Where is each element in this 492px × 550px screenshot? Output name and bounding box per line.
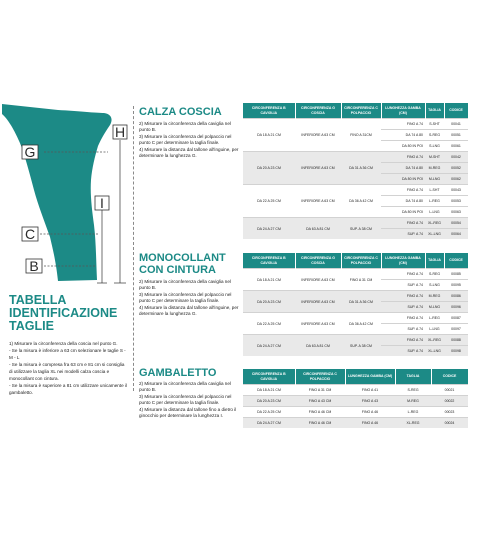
code-cell: 00054	[444, 218, 468, 229]
column-header: CODICE	[444, 103, 468, 119]
size-cell: M-LNG	[425, 174, 444, 185]
leg-length-cell: DA 74 A 80	[381, 196, 425, 207]
leg-length-cell: FINO A 74	[381, 152, 425, 163]
table-row	[243, 152, 468, 163]
ankle-circumference-cell: DA 20 A 23 CM	[243, 152, 295, 185]
instruction-line: 3) Misurare la circonferenza del polpaccio nel punto C per determinare la taglia finale.	[139, 133, 232, 146]
thigh-circumference-cell: INFERIORE A 63 CM	[295, 119, 341, 152]
calf-circumference-cell: DA 36 A 42 CM	[341, 313, 381, 335]
ankle-circumference-cell: DA 22 A 25 CM	[243, 407, 295, 418]
title-line: TABELLA	[9, 293, 67, 307]
point-c-label: C	[24, 226, 36, 242]
calf-circumference-cell: FINO A 46 CM	[295, 418, 345, 429]
column-header: CIRCONFERENZA G COSCIA	[295, 103, 341, 119]
column-header: TAGLIA	[425, 253, 444, 269]
column-header: CIRCONFERENZA B CAVIGLIA	[243, 253, 295, 269]
size-cell: S-REG	[395, 385, 431, 396]
code-cell: 00024	[431, 418, 468, 429]
calf-circumference-cell: DA 31 A 36 CM	[341, 152, 381, 185]
code-cell: 00096	[444, 302, 468, 313]
column-header: LUNGHEZZA GAMBA (CM)	[381, 253, 425, 269]
instruction-paragraph: - Se la misura è superiore a 81 cm utilizzare unicamente il gambaletto.	[9, 383, 127, 395]
table-row	[243, 407, 468, 418]
leg-length-cell: SUP. A 74	[381, 280, 425, 291]
column-header: CIRCONFERENZA B CAVIGLIA	[243, 369, 295, 385]
section-divider	[133, 106, 134, 391]
leg-length-cell: DA 80 IN POI	[381, 207, 425, 218]
point-i-label: I	[100, 195, 104, 211]
code-cell: 00043	[444, 185, 468, 196]
table-row	[243, 313, 468, 324]
code-cell: 00087	[444, 313, 468, 324]
code-cell: 00097	[444, 324, 468, 335]
thigh-circumference-cell: INFERIORE A 63 CM	[295, 185, 341, 218]
leg-length-cell: DA 74 A 80	[381, 163, 425, 174]
ankle-circumference-cell: DA 24 A 27 CM	[243, 335, 295, 357]
calf-circumference-cell: FINO A 46 CM	[295, 407, 345, 418]
code-cell: 00041	[444, 119, 468, 130]
size-cell: L-SHT	[425, 185, 444, 196]
section-instructions-gambaletto	[139, 381, 242, 419]
size-cell: XL-LNG	[425, 229, 444, 240]
size-cell: L-REG	[395, 407, 431, 418]
code-cell: 00061	[444, 141, 468, 152]
leg-length-cell: DA 80 IN POI	[381, 141, 425, 152]
calf-circumference-cell: FINO A 31 CM	[295, 385, 345, 396]
leg-length-cell: DA 74 A 80	[381, 130, 425, 141]
leg-length-cell: FINO A 43	[345, 396, 395, 407]
table-row	[243, 185, 468, 196]
table-row	[243, 396, 468, 407]
code-cell: 00063	[444, 207, 468, 218]
size-cell: S-REG	[425, 130, 444, 141]
size-table-title	[9, 294, 124, 333]
section-title-gambaletto: GAMBALETTO	[139, 367, 217, 379]
calf-circumference-cell: FINO A 43 CM	[295, 396, 345, 407]
point-b-label: B	[29, 258, 39, 274]
leg-length-cell: DA 80 IN POI	[381, 174, 425, 185]
size-cell: XL-LNG	[425, 346, 444, 357]
table-row	[243, 119, 468, 130]
title-line: IDENTIFICAZIONE	[9, 306, 118, 320]
code-cell: 00086	[444, 291, 468, 302]
code-cell: 00023	[431, 407, 468, 418]
size-cell: M-SHT	[425, 152, 444, 163]
ankle-circumference-cell: DA 22 A 25 CM	[243, 185, 295, 218]
column-header: CIRCONFERENZA C POLPACCIO	[295, 369, 345, 385]
leg-length-cell: FINO A 41	[345, 385, 395, 396]
leg-length-cell: SUP. A 74	[381, 302, 425, 313]
instruction-line: 2) Misurare la circonferenza della caviglia nel punto B.	[139, 121, 231, 133]
size-cell: L-LNG	[425, 207, 444, 218]
calf-circumference-cell: SUP. A 38 CM	[341, 335, 381, 357]
section-title-calza-coscia: CALZA COSCIA	[139, 106, 222, 118]
column-header: TAGLIA	[425, 103, 444, 119]
code-cell: 00088	[444, 335, 468, 346]
size-cell: S-LNG	[425, 141, 444, 152]
point-h-label: H	[114, 124, 126, 140]
size-cell: M-REG	[425, 291, 444, 302]
instruction-paragraph: - Se la misura è inferiore a 63 cm selezionare le taglie S - M - L	[9, 348, 126, 360]
leg-length-cell: FINO A 74	[381, 119, 425, 130]
leg-length-cell: FINO A 74	[381, 291, 425, 302]
size-cell: M-REG	[425, 163, 444, 174]
thigh-circumference-cell: INFERIORE A 63 CM	[295, 313, 341, 335]
column-header: CODICE	[444, 253, 468, 269]
size-table-monocollant	[243, 253, 469, 356]
leg-length-cell: FINO A 74	[381, 335, 425, 346]
size-cell: L-LNG	[425, 324, 444, 335]
table-row	[243, 418, 468, 429]
leg-length-cell: FINO A 74	[381, 218, 425, 229]
code-cell: 00098	[444, 346, 468, 357]
calf-circumference-cell: DA 31 A 36 CM	[341, 291, 381, 313]
instruction-line: 3) Misurare la circonferenza del polpaccio nel punto C per determinare la taglia finale.	[139, 393, 232, 406]
code-cell: 00042	[444, 152, 468, 163]
instruction-line: 4) Misurare la distanza dal tallone all'inguine, per determinare la lunghezza G.	[139, 304, 239, 317]
size-cell: XL-REG	[425, 335, 444, 346]
column-header: CODICE	[431, 369, 468, 385]
thigh-circumference-cell: INFERIORE A 63 CM	[295, 269, 341, 291]
code-cell: 00053	[444, 196, 468, 207]
instruction-paragraph: 1) Misurare la circonferenza della coscia nel punto G.	[9, 341, 118, 346]
table-header-row	[243, 369, 468, 385]
ankle-circumference-cell: DA 24 A 27 CM	[243, 218, 295, 240]
column-header: LUNGHEZZA GAMBA (CM)	[381, 103, 425, 119]
ankle-circumference-cell: DA 18 A 21 CM	[243, 119, 295, 152]
leg-length-cell: FINO A 74	[381, 269, 425, 280]
leg-silhouette	[2, 104, 112, 281]
point-g-label: G	[24, 144, 36, 160]
code-cell: 00051	[444, 130, 468, 141]
instruction-line: 2) Misurare la circonferenza della caviglia nel punto B.	[139, 279, 231, 291]
size-cell: L-REG	[425, 313, 444, 324]
leg-length-cell: SUP. A 74	[381, 229, 425, 240]
column-header: LUNGHEZZA GAMBA (CM)	[345, 369, 395, 385]
leg-length-cell: FINO A 74	[381, 313, 425, 324]
leg-length-cell: SUP. A 74	[381, 324, 425, 335]
code-cell: 00021	[431, 385, 468, 396]
code-cell: 00052	[444, 163, 468, 174]
leg-length-cell: SUP. A 74	[381, 346, 425, 357]
size-cell: S-LNG	[425, 280, 444, 291]
title-line: TAGLIE	[9, 319, 54, 333]
calf-circumference-cell: FINO A 31CM	[341, 119, 381, 152]
table-row	[243, 335, 468, 346]
instruction-line: 4) Misurare la distanza dal tallone all'inguine, per determinare la lunghezza G.	[139, 146, 239, 159]
code-cell: 00095	[444, 280, 468, 291]
code-cell: 00064	[444, 229, 468, 240]
section-instructions-monocollant	[139, 279, 242, 317]
size-cell: S-SHT	[425, 119, 444, 130]
size-table-calza-coscia	[243, 103, 469, 239]
section-instructions-calza-coscia	[139, 121, 242, 159]
size-cell: M-REG	[395, 396, 431, 407]
calf-circumference-cell: FINO A 31 CM	[341, 269, 381, 291]
code-cell: 00085	[444, 269, 468, 280]
ankle-circumference-cell: DA 22 A 25 CM	[243, 313, 295, 335]
column-header: CIRCONFERENZA B CAVIGLIA	[243, 103, 295, 119]
instruction-line: 4) Misurare la distanza dal tallone fino a dietro il ginocchio per determinare la lunghezza I.	[139, 406, 237, 419]
size-cell: S-REG	[425, 269, 444, 280]
thigh-circumference-cell: INFERIORE A 63 CM	[295, 291, 341, 313]
ankle-circumference-cell: DA 24 A 27 CM	[243, 418, 295, 429]
code-cell: 00062	[444, 174, 468, 185]
section-title-monocollant: MONOCOLLANT CON CINTURA	[139, 252, 226, 276]
column-header: CIRCONFERENZA C POLPACCIO	[341, 103, 381, 119]
leg-length-cell: FINO A 46	[345, 407, 395, 418]
instruction-line: 2) Misurare la circonferenza della caviglia nel punto B.	[139, 381, 231, 393]
size-cell: M-LNG	[425, 302, 444, 313]
ankle-circumference-cell: DA 20 A 23 CM	[243, 396, 295, 407]
table-row	[243, 269, 468, 280]
size-instructions	[9, 340, 129, 396]
size-cell: L-REG	[425, 196, 444, 207]
table-row	[243, 385, 468, 396]
leg-measurement-diagram	[0, 0, 140, 295]
column-header: CIRCONFERENZA C POLPACCIO	[341, 253, 381, 269]
ankle-circumference-cell: DA 18 A 21 CM	[243, 385, 295, 396]
table-header-row	[243, 103, 468, 119]
code-cell: 00022	[431, 396, 468, 407]
calf-circumference-cell: SUP. A 38 CM	[341, 218, 381, 240]
leg-length-cell: FINO A 46	[345, 418, 395, 429]
ankle-circumference-cell: DA 18 A 21 CM	[243, 269, 295, 291]
ankle-circumference-cell: DA 20 A 23 CM	[243, 291, 295, 313]
thigh-circumference-cell: INFERIORE A 63 CM	[295, 152, 341, 185]
calf-circumference-cell: DA 36 A 42 CM	[341, 185, 381, 218]
table-row	[243, 218, 468, 229]
size-cell: XL-REG	[425, 218, 444, 229]
leg-length-cell: FINO A 74	[381, 185, 425, 196]
thigh-circumference-cell: DA 63 A 81 CM	[295, 335, 341, 357]
table-header-row	[243, 253, 468, 269]
size-cell: XL-REG	[395, 418, 431, 429]
table-row	[243, 291, 468, 302]
thigh-circumference-cell: DA 63 A 81 CM	[295, 218, 341, 240]
column-header: CIRCONFERENZA G COSCIA	[295, 253, 341, 269]
instruction-line: 3) Misurare la circonferenza del polpaccio nel punto C per determinare la taglia finale.	[139, 291, 232, 304]
instruction-paragraph: - Se la misura è compresa fra 63 cm e 81 cm si consiglia di utilizzare la taglia XL nei modelli calza coscia e monocollant con cintura.	[9, 362, 125, 381]
size-table-gambaletto	[243, 369, 469, 428]
column-header: TAGLIA	[395, 369, 431, 385]
